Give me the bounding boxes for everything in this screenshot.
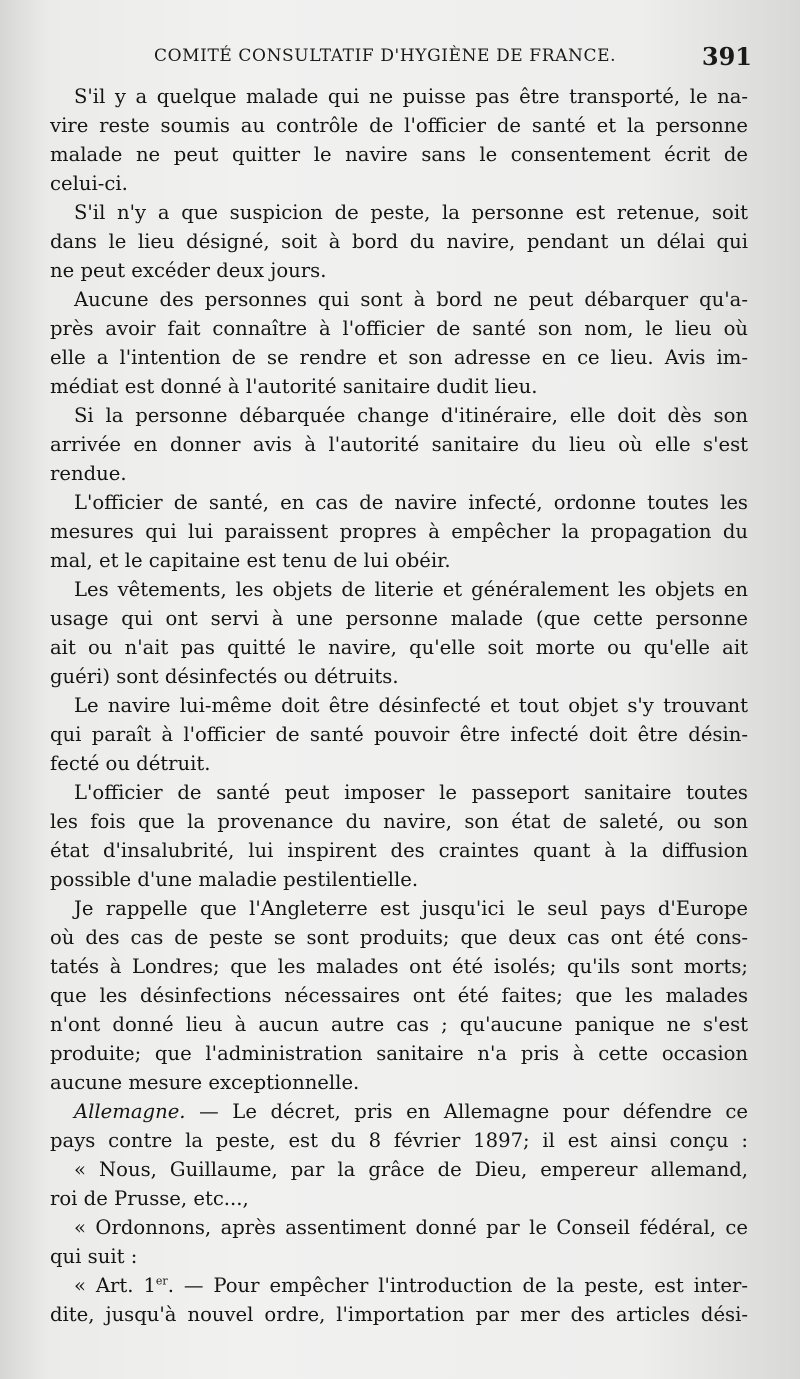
text-line: ne peut excéder deux jours. bbox=[50, 259, 327, 282]
text-line: qui paraît à l'officier de santé pouvoir être infecté doit être désin- bbox=[50, 723, 748, 746]
text-line: Les vêtements, les objets de literie et généralement les objets en bbox=[74, 578, 748, 601]
text-line: n'ont donné lieu à aucun autre cas ; qu'aucune panique ne s'est bbox=[50, 1013, 748, 1036]
text-line: rendue. bbox=[50, 462, 127, 485]
text-line: qui suit : bbox=[50, 1245, 138, 1268]
text-line: guéri) sont désinfectés ou détruits. bbox=[50, 665, 399, 688]
text-line: mesures qui lui paraissent propres à empêcher la propagation du bbox=[50, 520, 748, 543]
text-line: produite; que l'administration sanitaire n'a pris à cette occasion bbox=[50, 1042, 748, 1065]
text-line: vire reste soumis au contrôle de l'officier de santé et la personne bbox=[50, 114, 748, 137]
text-line: que les désinfections nécessaires ont été faites; que les malades bbox=[50, 984, 748, 1007]
text-line: Je rappelle que l'Angleterre est jusqu'ici le seul pays d'Europe bbox=[74, 897, 748, 920]
text-line-allemagne bbox=[50, 1097, 748, 1126]
text-line: pays contre la peste, est du 8 février 1897; il est ainsi conçu : bbox=[50, 1129, 748, 1152]
text-line: les fois que la provenance du navire, son état de saleté, ou son bbox=[50, 810, 748, 833]
text-line: ait ou n'ait pas quitté le navire, qu'elle soit morte ou qu'elle ait bbox=[50, 636, 748, 659]
text-line-article bbox=[50, 1271, 748, 1300]
text-line: « Nous, Guillaume, par la grâce de Dieu, empereur allemand, bbox=[74, 1158, 748, 1181]
text-line: S'il n'y a que suspicion de peste, la personne est retenue, soit bbox=[74, 201, 748, 224]
text-line: celui-ci. bbox=[50, 172, 128, 195]
text-line: malade ne peut quitter le navire sans le consentement écrit de bbox=[50, 143, 748, 166]
text-line: arrivée en donner avis à l'autorité sanitaire du lieu où elle s'est bbox=[50, 433, 748, 456]
text-line: Si la personne débarquée change d'itinéraire, elle doit dès son bbox=[74, 404, 748, 427]
text-line: usage qui ont servi à une personne malade (que cette personne bbox=[50, 607, 748, 630]
text-line: dite, jusqu'à nouvel ordre, l'importation par mer des articles dési- bbox=[50, 1303, 748, 1326]
text-line: médiat est donné à l'autorité sanitaire dudit lieu. bbox=[50, 375, 538, 398]
text-line: tatés à Londres; que les malades ont été isolés; qu'ils sont morts; bbox=[50, 955, 748, 978]
page-header bbox=[154, 40, 752, 80]
text-fragment: — Le décret, pris en Allemagne pour défendre ce bbox=[199, 1100, 748, 1123]
text-line: Aucune des personnes qui sont à bord ne peut débarquer qu'a- bbox=[74, 288, 748, 311]
superscript: er bbox=[155, 1274, 168, 1288]
text-line: elle a l'intention de se rendre et son adresse en ce lieu. Avis im- bbox=[50, 346, 748, 369]
text-line: aucune mesure exceptionnelle. bbox=[50, 1071, 360, 1094]
text-line: où des cas de peste se sont produits; que deux cas ont été cons- bbox=[50, 926, 748, 949]
body-text bbox=[50, 82, 748, 1329]
text-fragment: . — Pour empêcher l'introduction de la peste, est inter- bbox=[167, 1274, 748, 1297]
text-line: près avoir fait connaître à l'officier de santé son nom, le lieu où bbox=[50, 317, 748, 340]
running-head: COMITÉ CONSULTATIF D'HYGIÈNE DE FRANCE. bbox=[154, 46, 617, 66]
text-line: possible d'une maladie pestilentielle. bbox=[50, 868, 419, 891]
text-line: état d'insalubrité, lui inspirent des craintes quant à la diffusion bbox=[50, 839, 748, 862]
text-line: L'officier de santé peut imposer le passeport sanitaire toutes bbox=[74, 781, 748, 804]
article-label: « Art. 1 bbox=[74, 1274, 156, 1297]
text-line: L'officier de santé, en cas de navire infecté, ordonne toutes les bbox=[74, 491, 748, 514]
text-line: « Ordonnons, après assentiment donné par le Conseil fédéral, ce bbox=[74, 1216, 748, 1239]
page-number: 391 bbox=[701, 42, 752, 71]
text-line: dans le lieu désigné, soit à bord du navire, pendant un délai qui bbox=[50, 230, 748, 253]
text-line: S'il y a quelque malade qui ne puisse pas être transporté, le na- bbox=[74, 85, 748, 108]
text-line: mal, et le capitaine est tenu de lui obéir. bbox=[50, 549, 451, 572]
text-line: fecté ou détruit. bbox=[50, 752, 211, 775]
text-line: roi de Prusse, etc..., bbox=[50, 1187, 249, 1210]
section-label: Allemagne. bbox=[74, 1100, 186, 1123]
text-line: Le navire lui-même doit être désinfecté et tout objet s'y trouvant bbox=[74, 694, 748, 717]
